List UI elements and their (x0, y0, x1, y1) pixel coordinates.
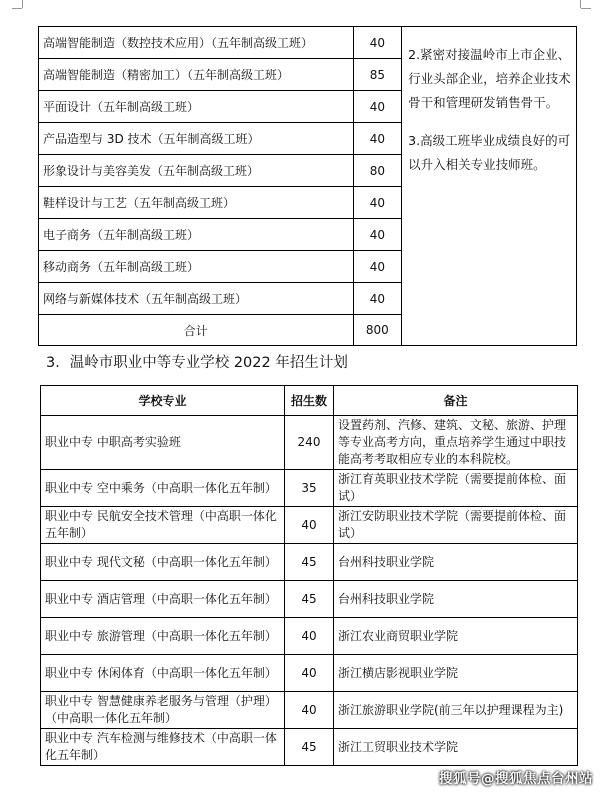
remark-cell: 浙江工贸职业技术学院 (334, 729, 578, 766)
count-cell: 240 (285, 416, 334, 470)
enrollment-count: 40 (353, 91, 402, 123)
remark-cell: 浙江安防职业技术学院（需要提前体检、面试） (334, 507, 578, 544)
major-name: 网络与新媒体技术（五年制高级工班） (39, 283, 354, 315)
crop-mark (580, 0, 581, 8)
remark-cell: 浙江农业商贸职业学院 (334, 618, 578, 655)
count-cell: 45 (285, 544, 334, 581)
major-cell: 职业中专 智慧健康养老服务与管理（护理）（中高职一体化五年制） (41, 692, 285, 729)
major-cell: 职业中专 中职高考实验班 (41, 416, 285, 470)
enrollment-count: 85 (353, 59, 402, 91)
major-name: 电子商务（五年制高级工班） (39, 219, 354, 251)
count-cell: 40 (285, 692, 334, 729)
enrollment-table-continued (38, 26, 577, 346)
remark-cell: 设置药剂、汽修、建筑、文秘、旅游、护理等专业高考方向，重点培养学生通过中职技能高考考取相应专业的本科院校。 (334, 416, 578, 470)
remark-cell: 浙江育英职业技术学院（需要提前体检、面试） (334, 470, 578, 507)
major-cell: 职业中专 民航安全技术管理（中高职一体化五年制） (41, 507, 285, 544)
count-cell: 40 (285, 618, 334, 655)
table-row (41, 655, 578, 692)
note-paragraph: 3.高级工班毕业成绩良好的可以升入相关专业技师班。 (408, 133, 571, 172)
crop-mark (581, 8, 591, 9)
section-heading: 3．温岭市职业中等专业学校 2022 年招生计划 (46, 355, 348, 371)
table-header-row (41, 386, 578, 416)
total-value: 800 (353, 315, 402, 346)
major-cell: 职业中专 汽车检测与维修技术（中高职一体化五年制） (41, 729, 285, 766)
count-cell: 40 (285, 655, 334, 692)
major-name: 产品造型与 3D 技术（五年制高级工班） (39, 123, 354, 155)
table-row (41, 470, 578, 507)
crop-mark (22, 0, 23, 8)
major-cell: 职业中专 空中乘务（中高职一体化五年制） (41, 470, 285, 507)
table-row (41, 544, 578, 581)
major-cell: 职业中专 休闲体育（中高职一体化五年制） (41, 655, 285, 692)
enrollment-count: 80 (353, 155, 402, 187)
count-cell: 35 (285, 470, 334, 507)
table-row (41, 581, 578, 618)
major-name: 高端智能制造（数控技术应用）（五年制高级工班） (39, 27, 354, 59)
remark-cell: 台州科技职业学院 (334, 544, 578, 581)
header-major: 学校专业 (41, 386, 285, 416)
table-row (41, 692, 578, 729)
vocational-school-plan-table (40, 385, 578, 766)
table-row (39, 27, 577, 59)
major-cell: 职业中专 酒店管理（中高职一体化五年制） (41, 581, 285, 618)
crop-mark (12, 8, 22, 9)
header-remark: 备注 (334, 386, 578, 416)
major-cell: 职业中专 现代文秘（中高职一体化五年制） (41, 544, 285, 581)
major-name: 移动商务（五年制高级工班） (39, 251, 354, 283)
enrollment-count: 40 (353, 283, 402, 315)
total-label: 合计 (39, 315, 354, 346)
count-cell: 40 (285, 507, 334, 544)
major-cell: 职业中专 旅游管理（中高职一体化五年制） (41, 618, 285, 655)
major-name: 形象设计与美容美发（五年制高级工班） (39, 155, 354, 187)
table-row (41, 507, 578, 544)
major-name: 平面设计（五年制高级工班） (39, 91, 354, 123)
table-row (41, 729, 578, 766)
enrollment-count: 40 (353, 251, 402, 283)
header-count: 招生数 (285, 386, 334, 416)
enrollment-count: 40 (353, 187, 402, 219)
remark-cell: 台州科技职业学院 (334, 581, 578, 618)
enrollment-count: 40 (353, 123, 402, 155)
enrollment-count: 40 (353, 27, 402, 59)
table-row (41, 618, 578, 655)
count-cell: 45 (285, 581, 334, 618)
note-paragraph: 2.紧密对接温岭市上市企业、行业头部企业，培养企业技术骨干和管理研发销售骨干。 (408, 47, 571, 110)
notes-cell (402, 27, 577, 346)
remark-cell: 浙江旅游职业学院(前三年以护理课程为主) (334, 692, 578, 729)
major-name: 鞋样设计与工艺（五年制高级工班） (39, 187, 354, 219)
major-name: 高端智能制造（精密加工）（五年制高级工班） (39, 59, 354, 91)
watermark: 搜狐号@搜狐焦点台州站 (439, 771, 593, 787)
count-cell: 45 (285, 729, 334, 766)
remark-cell: 浙江横店影视职业学院 (334, 655, 578, 692)
enrollment-count: 40 (353, 219, 402, 251)
table-row (41, 416, 578, 470)
